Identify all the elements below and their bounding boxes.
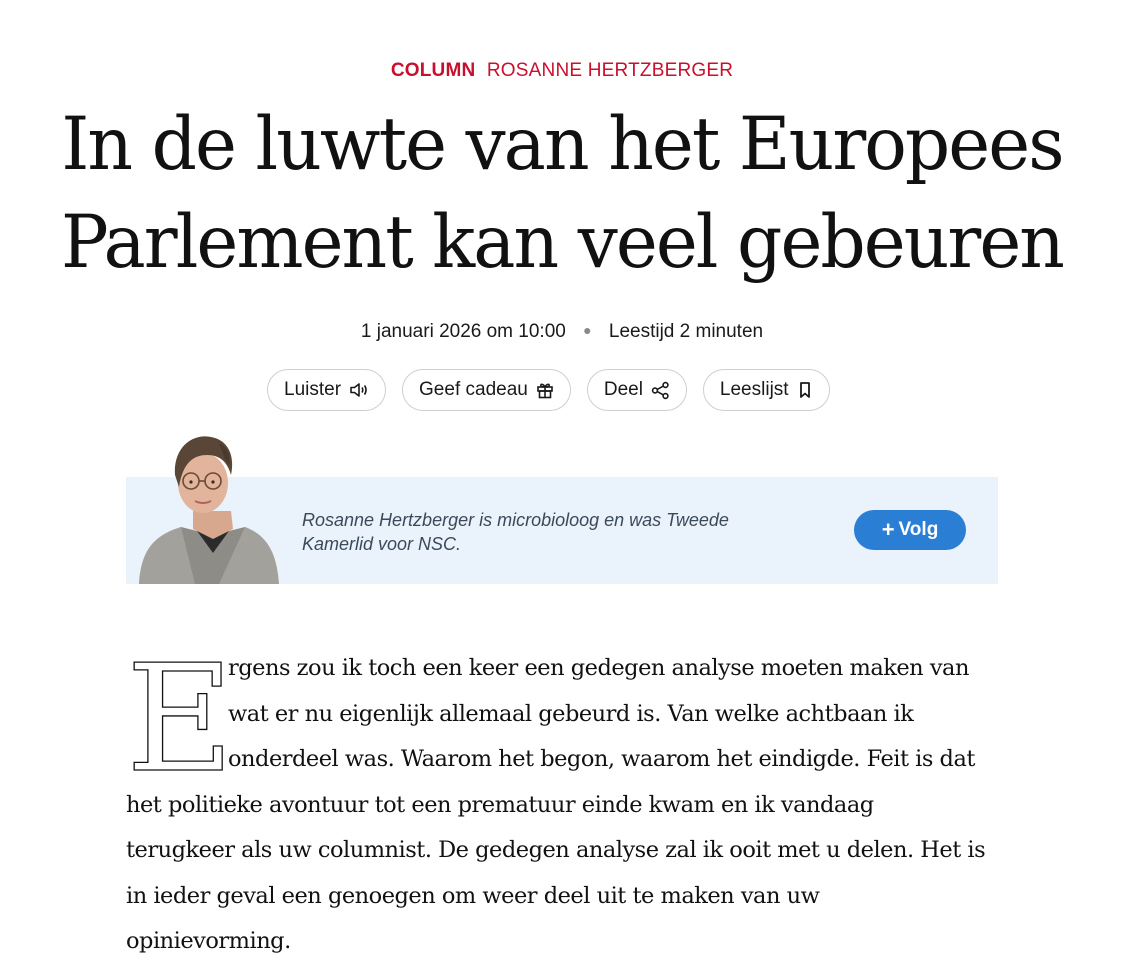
share-icon — [651, 381, 670, 400]
body-line: terugkeer als uw columnist. De gedegen analyse zal ik ooit met u delen. Het is — [126, 837, 986, 863]
body-line: opinievorming. — [126, 928, 291, 954]
body-line: wat er nu eigenlijk allemaal gebeurd is. Van welke achtbaan ik — [228, 700, 914, 727]
follow-button[interactable] — [854, 510, 966, 550]
body-line: het politieke avontuur tot een prematuur einde kwam en ik vandaag — [126, 791, 874, 818]
reading-time: Leestijd 2 minuten — [608, 321, 764, 342]
author-label[interactable]: ROSANNE HERTZBERGER — [486, 60, 734, 81]
gift-icon — [536, 381, 554, 399]
body-line: rgens zou ik toch een keer een gedegen analyse moeten maken van — [228, 655, 969, 681]
reading-list-label: Leeslijst — [719, 379, 789, 400]
reading-list-button[interactable] — [703, 369, 830, 411]
article-body — [126, 646, 996, 965]
section-label[interactable]: COLUMN — [390, 60, 476, 81]
article-title: In de luwte van het Europees Parlement kan veel gebeuren — [61, 102, 1063, 285]
article-kicker — [0, 60, 1124, 82]
listen-label: Luister — [284, 379, 342, 400]
drop-cap-letter: E — [126, 633, 235, 805]
publish-date: 1 januari 2026 om 10:00 — [360, 321, 566, 342]
share-button[interactable] — [587, 369, 687, 411]
body-line: onderdeel was. Waarom het begon, waarom het eindigde. Feit is dat — [228, 746, 975, 772]
author-avatar — [133, 431, 281, 584]
article-actions — [267, 369, 830, 411]
article-meta — [0, 321, 1124, 343]
listen-button[interactable] — [267, 369, 386, 411]
bookmark-icon — [797, 381, 813, 399]
gift-button[interactable] — [402, 369, 571, 411]
author-bio: Rosanne Hertzberger is microbioloog en was Tweede Kamerlid voor NSC. — [302, 510, 729, 554]
speaker-icon — [349, 381, 369, 399]
separator-dot: ● — [583, 322, 592, 338]
body-line: in ieder geval een genoegen om weer deel uit te maken van uw — [126, 882, 820, 909]
share-label: Deel — [603, 379, 643, 400]
gift-label: Geef cadeau — [419, 379, 528, 400]
plus-icon: + — [881, 517, 895, 542]
follow-label: Volg — [898, 519, 939, 540]
